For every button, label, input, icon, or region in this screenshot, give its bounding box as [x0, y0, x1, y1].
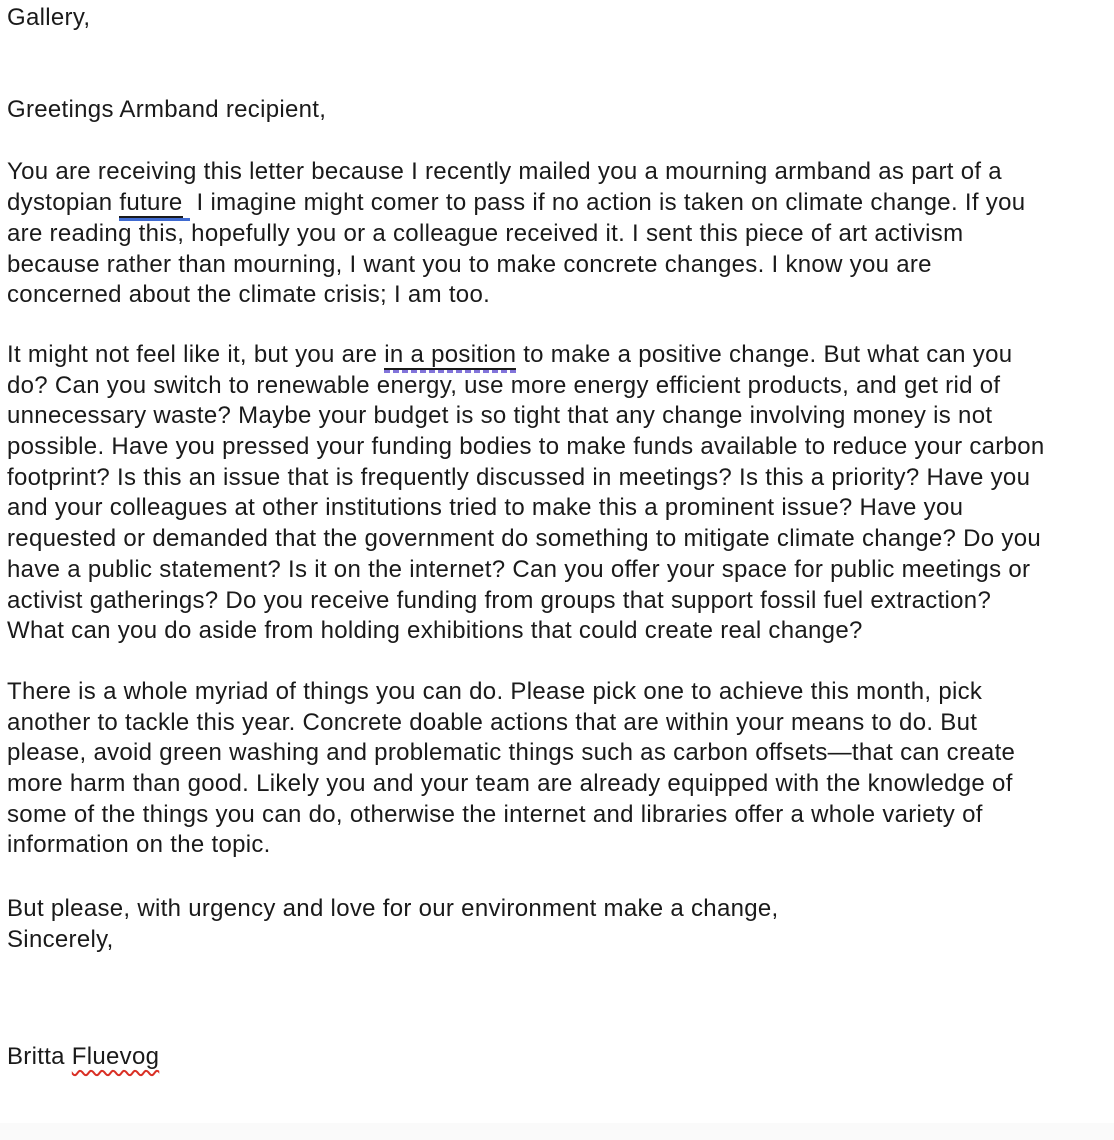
- paragraph-what-you-can-do: [7, 340, 1053, 647]
- signature-first-name: Britta: [7, 1042, 72, 1070]
- paragraph-1-text-before: You are receiving this letter because I recently mailed you a mourning armband as part of a dystopian: [7, 158, 1002, 217]
- style-flagged-phrase[interactable]: [384, 341, 516, 373]
- paragraph-myriad-of-things: There is a whole myriad of things you can do. Please pick one to achieve this month, pick another to tackle this year. Concrete doable actions that are within your means to do. But please, avoid green washing and problematic things such as carbon offsets—that can create more harm than good. Likely you and your team are already equipped with the knowledge of some of the things you can do, otherwise the internet and libraries offer a whole variety of information on the topic.: [7, 677, 1016, 859]
- paragraph-1-text-after: I imagine might comer to pass if no action is taken on climate change. If you are reading this, hopefully you or a colleague received it. I sent this piece of art activism because rather than mourning, I want you to make concrete changes. I know you are concerned about the climate crisis; I am too.: [7, 189, 1026, 309]
- grammar-flagged-word[interactable]: [119, 189, 189, 221]
- paragraph-armband-intro: [7, 157, 1053, 311]
- underlined-word-future: future: [119, 189, 183, 217]
- greeting-line: Greetings Armband recipient,: [7, 95, 327, 123]
- paragraph-2-text-before: It might not feel like it, but you are: [7, 340, 385, 368]
- spelling-flagged-name[interactable]: Fluevog: [71, 1042, 160, 1070]
- signature-line: [7, 1042, 1053, 1073]
- paragraph-2-text-after: to make a positive change. But what can you do? Can you switch to renewable energy, use more energy efficient products, and get rid of unnecessary waste? Maybe your budget is so tight that any change involving money is not possible. Have you pressed your funding bodies to make funds available to reduce your carbon footprint? Is this an issue that is frequently discussed in meetings? Is this a priority? Have you and your colleagues at other institutions tried to make this a prominent issue? Have you requested or demanded that the government do something to mitigate climate change? Do you have a public statement? Is it on the internet? Can you offer your space for public meetings or activist gatherings? Do you receive funding from groups that support fossil fuel extraction? What can you do aside from holding exhibitions that could create real change?: [7, 340, 1045, 645]
- page-bottom-edge: [0, 1123, 1114, 1140]
- underlined-phrase-in-a-position: in a position: [384, 340, 517, 368]
- closing-block: [7, 894, 1053, 955]
- salutation-line: Gallery,: [7, 4, 91, 31]
- sign-off-line: Sincerely,: [7, 925, 114, 953]
- closing-line: But please, with urgency and love for our environment make a change,: [7, 895, 779, 923]
- letter-document: [7, 3, 1053, 1072]
